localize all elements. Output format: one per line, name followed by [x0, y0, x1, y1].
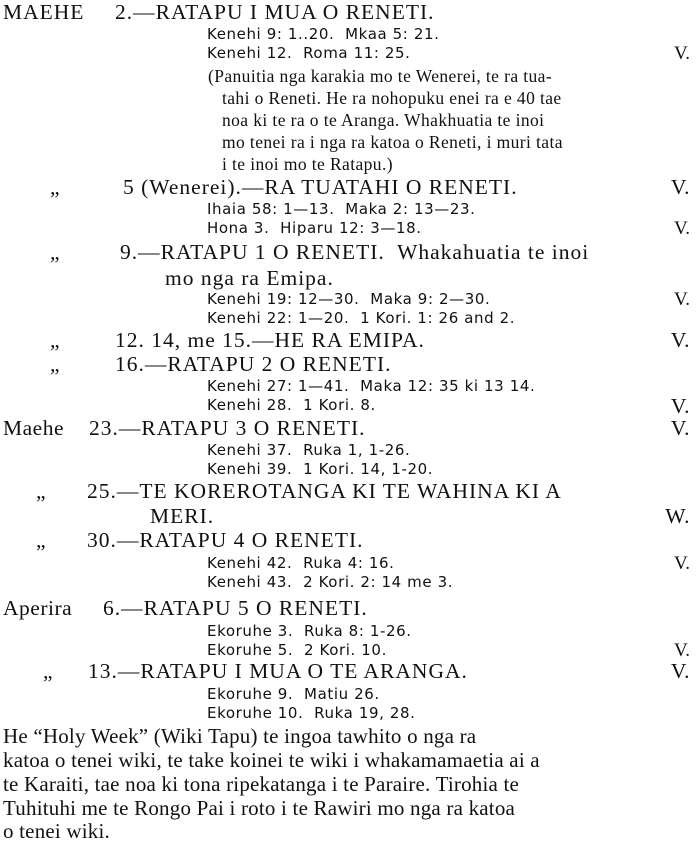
colour-mark: V.: [673, 640, 690, 661]
entry-heading-continued: mo nga ra Emipa.: [165, 266, 334, 290]
closing-paragraph-line: Tuhituhi me te Rongo Pai i roto i te Rawiri mo nga ra katoa: [3, 796, 516, 820]
month-label: MAEHE: [3, 0, 85, 24]
colour-mark: V.: [670, 394, 690, 418]
ditto-mark: „: [50, 352, 61, 376]
colour-mark: V.: [673, 289, 690, 310]
reading-ref: Ihaia 58: 1—13. Maka 2: 13—23.: [207, 200, 476, 218]
entry-heading: 6.—RATAPU 5 O RENETI.: [103, 596, 368, 620]
ditto-mark: „: [50, 240, 61, 264]
note-line: i te inoi mo te Ratapu.): [222, 154, 393, 174]
reading-ref: Kenehi 43. 2 Kori. 2: 14 me 3.: [207, 573, 454, 591]
entry-heading: 30.—RATAPU 4 O RENETI.: [87, 528, 364, 552]
closing-paragraph-line: te Karaiti, tae noa ki tona ripekatanga i te Paraire. Tirohia te: [3, 772, 520, 796]
reading-ref: Ekoruhe 3. Ruka 8: 1-26.: [207, 622, 412, 640]
closing-paragraph-line: o tenei wiki.: [3, 819, 110, 843]
entry-heading: 13.—RATAPU I MUA O TE ARANGA.: [88, 659, 468, 683]
entry-heading-continued: MERI.: [150, 504, 215, 528]
colour-mark: V.: [670, 175, 690, 199]
reading-ref: Kenehi 9: 1..20. Mkaa 5: 21.: [207, 25, 440, 43]
reading-ref: Kenehi 12. Roma 11: 25.: [207, 44, 411, 62]
month-label: Maehe: [3, 416, 64, 440]
entry-heading: 23.—RATAPU 3 O RENETI.: [89, 416, 366, 440]
entry-heading: 5 (Wenerei).—RA TUATAHI O RENETI.: [123, 175, 518, 199]
note-line: mo tenei ra i nga ra katoa o Reneti, i muri tata: [222, 132, 563, 152]
reading-ref: Ekoruhe 9. Matiu 26.: [207, 685, 380, 703]
colour-mark: V.: [673, 553, 690, 574]
ditto-mark: „: [36, 528, 47, 552]
reading-ref: Kenehi 39. 1 Kori. 14, 1-20.: [207, 460, 434, 478]
entry-heading: 9.—RATAPU 1 O RENETI. Whakahuatia te inoi: [120, 240, 590, 264]
entry-heading: 2.—RATAPU I MUA O RENETI.: [115, 0, 435, 24]
reading-ref: Ekoruhe 5. 2 Kori. 10.: [207, 641, 387, 659]
entry-heading: 16.—RATAPU 2 O RENETI.: [115, 352, 392, 376]
colour-mark: V.: [673, 43, 690, 64]
ditto-mark: „: [43, 659, 54, 683]
closing-paragraph-line: He “Holy Week” (Wiki Tapu) te ingoa tawhito o nga ra: [3, 724, 477, 748]
note-line: noa ki te ra o te Aranga. Whakhuatia te inoi: [222, 110, 545, 130]
colour-mark: V.: [670, 328, 690, 352]
colour-mark: W.: [665, 504, 690, 528]
reading-ref: Kenehi 19: 12—30. Maka 9: 2—30.: [207, 290, 491, 308]
reading-ref: Kenehi 27: 1—41. Maka 12: 35 ki 13 14.: [207, 377, 536, 395]
entry-heading: 12. 14, me 15.—HE RA EMIPA.: [115, 328, 425, 352]
note-line: (Panuitia nga karakia mo te Wenerei, te ra tua-: [208, 66, 553, 86]
ditto-mark: „: [50, 175, 61, 199]
ditto-mark: „: [50, 328, 61, 352]
reading-ref: Kenehi 42. Ruka 4: 16.: [207, 554, 395, 572]
reading-ref: Kenehi 37. Ruka 1, 1-26.: [207, 441, 411, 459]
entry-heading: 25.—TE KOREROTANGA KI TE WAHINA KI A: [87, 479, 562, 503]
colour-mark: V.: [670, 659, 690, 683]
colour-mark: V.: [673, 218, 690, 239]
reading-ref: Kenehi 22: 1—20. 1 Kori. 1: 26 and 2.: [207, 309, 516, 327]
ditto-mark: „: [36, 479, 47, 503]
note-line: tahi o Reneti. He ra nohopuku enei ra e 40 tae: [222, 88, 562, 108]
reading-ref: Ekoruhe 10. Ruka 19, 28.: [207, 704, 416, 722]
reading-ref: Hona 3. Hiparu 12: 3—18.: [207, 219, 422, 237]
reading-ref: Kenehi 28. 1 Kori. 8.: [207, 396, 376, 414]
closing-paragraph-line: katoa o tenei wiki, te take koinei te wiki i whakamamaetia ai a: [3, 748, 540, 772]
month-label: Aperira: [3, 596, 73, 620]
colour-mark: V.: [670, 416, 690, 440]
